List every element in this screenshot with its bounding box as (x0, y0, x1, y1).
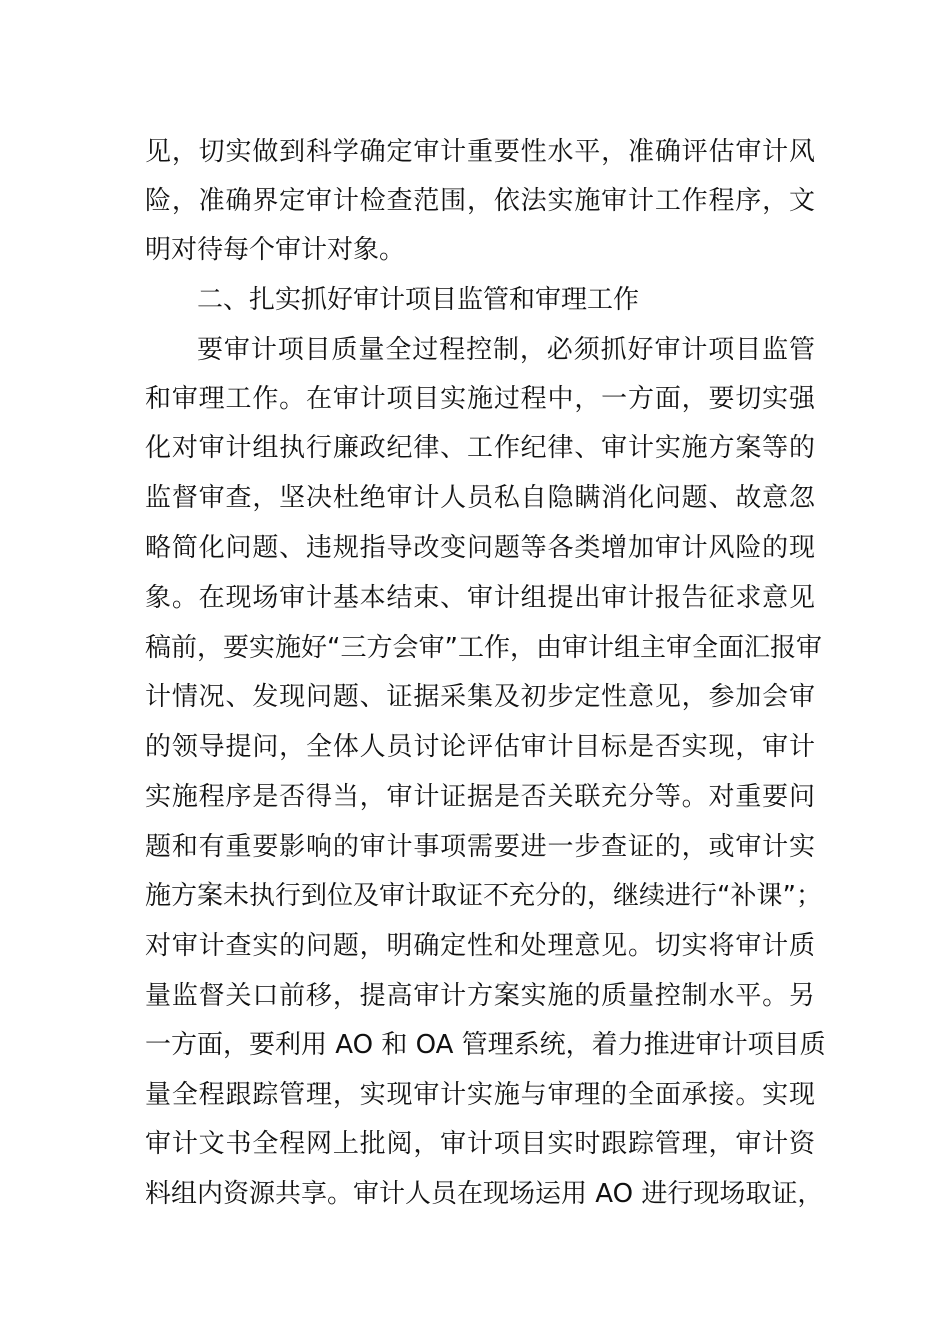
text-line: 见，切实做到科学确定审计重要性水平，准确评估审计风 (145, 137, 815, 167)
section-heading: 二、扎实抓好审计项目监管和审理工作 (197, 285, 640, 315)
text-line: 量监督关口前移，提高审计方案实施的质量控制水平。另 (145, 981, 815, 1011)
text-line: 要审计项目质量全过程控制，必须抓好审计项目监管 (197, 335, 815, 365)
text-line: 料组内资源共享。审计人员在现场运用 AO 进行现场取证， (145, 1179, 824, 1209)
text-line: 略简化问题、违规指导改变问题等各类增加审计风险的现 (145, 533, 815, 563)
text-line: 量全程跟踪管理，实现审计实施与审理的全面承接。实现 (145, 1080, 815, 1110)
text-line: 计情况、发现问题、证据采集及初步定性意见，参加会审 (145, 682, 815, 712)
text-line: 的领导提问，全体人员讨论评估审计目标是否实现，审计 (145, 732, 815, 762)
text-line: 对审计查实的问题，明确定性和处理意见。切实将审计质 (145, 931, 815, 961)
text-line: 明对待每个审计对象。 (145, 235, 406, 265)
text-line: 险，准确界定审计检查范围，依法实施审计工作程序，文 (145, 186, 815, 216)
text-line: 化对审计组执行廉政纪律、工作纪律、审计实施方案等的 (145, 433, 815, 463)
text-line: 一方面，要利用 AO 和 OA 管理系统，着力推进审计项目质 (145, 1030, 826, 1060)
text-line: 审计文书全程网上批阅，审计项目实时跟踪管理，审计资 (145, 1129, 815, 1159)
text-line: 题和有重要影响的审计事项需要进一步查证的，或审计实 (145, 832, 815, 862)
text-line: 和审理工作。在审计项目实施过程中，一方面，要切实强 (145, 384, 815, 414)
text-line: 实施程序是否得当，审计证据是否关联充分等。对重要问 (145, 782, 815, 812)
text-line: 监督审查，坚决杜绝审计人员私自隐瞒消化问题、故意忽 (145, 483, 815, 513)
text-line: 象。在现场审计基本结束、审计组提出审计报告征求意见 (145, 583, 815, 613)
text-line: 施方案未执行到位及审计取证不充分的，继续进行“补课”； (145, 881, 822, 911)
text-line: 稿前，要实施好“三方会审”工作，由审计组主审全面汇报审 (145, 633, 822, 663)
